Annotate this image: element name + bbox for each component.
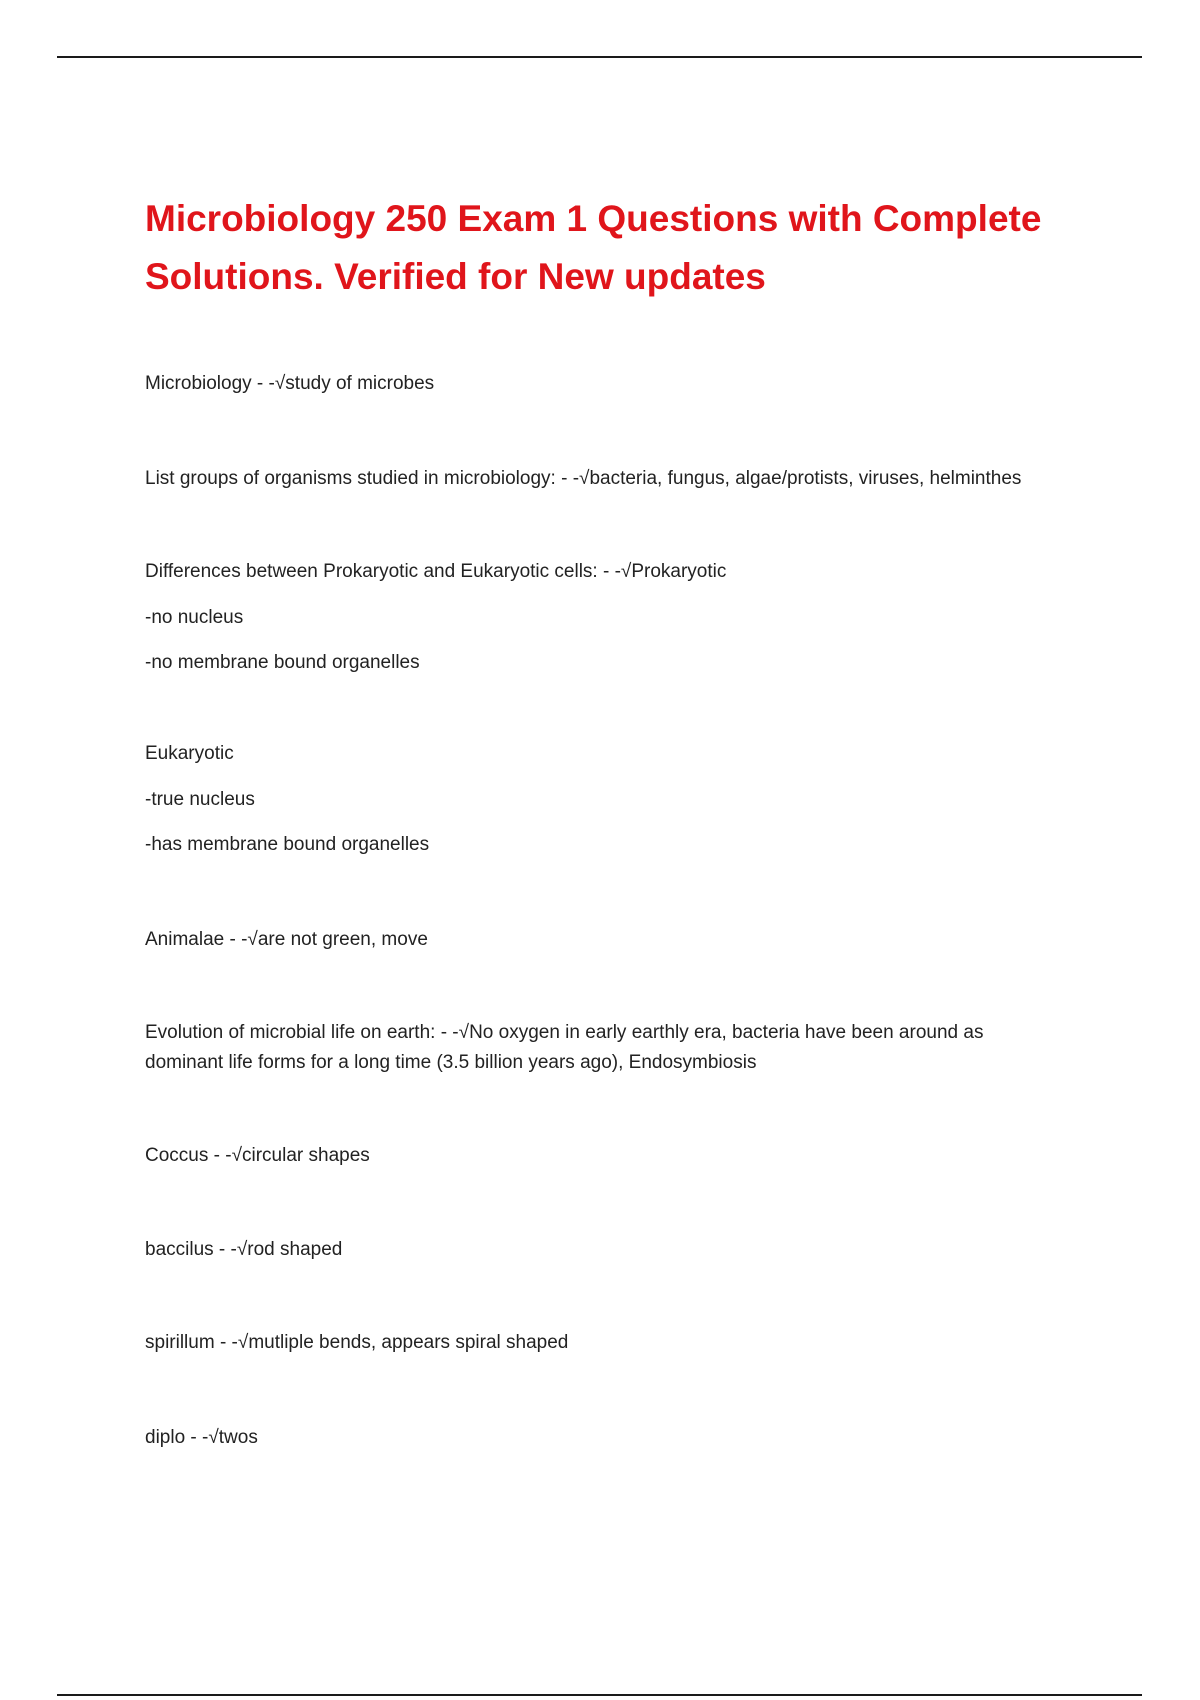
entry-evolution: Evolution of microbial life on earth: - -√No oxygen in early earthly era, bacteria have been around as dominant life forms for a long time (3.5 billion years ago), Endosymbiosis bbox=[145, 1022, 984, 1073]
entry-coccus: Coccus - -√circular shapes bbox=[145, 1145, 370, 1166]
entry-diplo: diplo - -√twos bbox=[145, 1427, 258, 1448]
entry-spirillum: spirillum - -√mutliple bends, appears spiral shaped bbox=[145, 1332, 569, 1353]
document-title: Microbiology 250 Exam 1 Questions with Complete Solutions. Verified for New updates bbox=[145, 198, 1042, 297]
entry-eukaryotic-point-2: -has membrane bound organelles bbox=[145, 834, 430, 855]
entry-prokaryotic-point-1: -no nucleus bbox=[145, 607, 244, 628]
entry-eukaryotic-heading: Eukaryotic bbox=[145, 743, 234, 764]
bottom-divider bbox=[57, 1694, 1142, 1696]
entry-microbiology: Microbiology - -√study of microbes bbox=[145, 373, 435, 394]
top-divider bbox=[57, 56, 1142, 58]
entry-animalae: Animalae - -√are not green, move bbox=[145, 929, 428, 950]
entry-prokaryotic-point-2: -no membrane bound organelles bbox=[145, 652, 420, 673]
entry-baccilus: baccilus - -√rod shaped bbox=[145, 1239, 343, 1260]
entry-cell-differences: Differences between Prokaryotic and Eukaryotic cells: - -√Prokaryotic bbox=[145, 561, 727, 582]
entry-organism-groups: List groups of organisms studied in microbiology: - -√bacteria, fungus, algae/protists, viruses, helminthes bbox=[145, 468, 1022, 489]
entry-eukaryotic-point-1: -true nucleus bbox=[145, 789, 255, 810]
